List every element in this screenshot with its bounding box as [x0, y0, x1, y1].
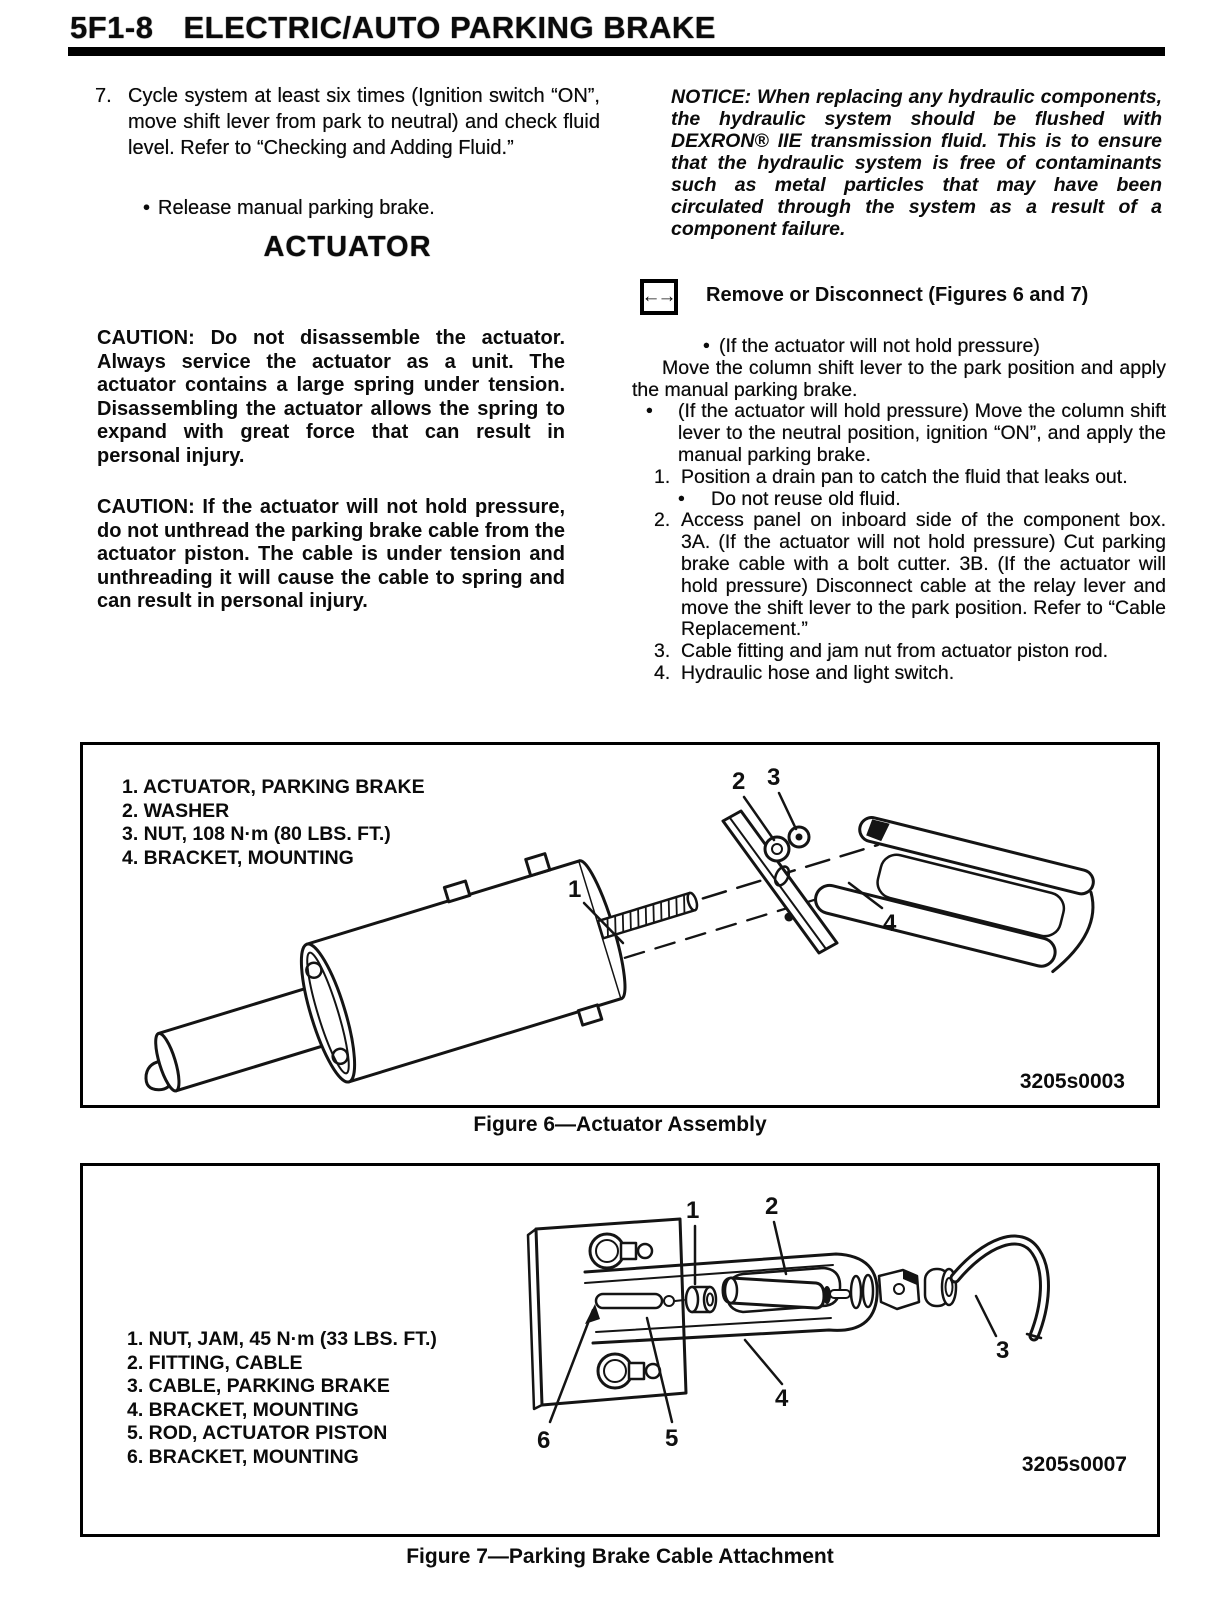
part-item: 5. ROD, ACTUATOR PISTON [127, 1422, 388, 1444]
header-rule [68, 47, 1165, 56]
part-item: 2. FITTING, CABLE [127, 1351, 303, 1374]
caution-disassembly: CAUTION: Do not disassemble the actuator. Always service the actuator as a unit. The actuator contains a large spring under tension. Disassembling the actuator allows the spring to expand with great force that can result in personal injury. [97, 327, 565, 467]
list-item [632, 467, 1166, 489]
step-number: 1. [654, 465, 671, 488]
figure7-caption: Figure 7—Parking Brake Cable Attachment [406, 1545, 834, 1568]
release-brake-note [143, 197, 435, 220]
figure7-box [80, 1163, 1160, 1537]
part-item: 1. ACTUATOR, PARKING BRAKE [122, 776, 425, 798]
washer [765, 837, 789, 861]
callout-2: 2 [765, 1193, 779, 1220]
figure6-caption: Figure 6—Actuator Assembly [473, 1113, 767, 1136]
step-text: Do not reuse old fluid. [711, 487, 901, 510]
piston-rod [596, 1294, 684, 1308]
mounting-bracket [812, 809, 1102, 978]
figure7-parts-list [127, 1328, 437, 1469]
callout-4: 4 [883, 910, 897, 937]
callout-3: 3 [996, 1337, 1010, 1364]
step-text: Position a drain pan to catch the fluid that leaks out. [681, 465, 1128, 488]
list-item [632, 510, 1166, 641]
part-item: 3. NUT, 108 N·m (80 LBS. FT.) [122, 823, 391, 845]
bullet-marker: • [703, 335, 710, 357]
page-title: ELECTRIC/AUTO PARKING BRAKE [183, 10, 716, 45]
step-7-number: 7. [95, 85, 112, 107]
bullet-marker: • [143, 197, 151, 219]
washer-stack [851, 1275, 873, 1308]
list-item [632, 663, 1166, 685]
release-brake-text: Release manual parking brake. [158, 197, 435, 219]
step-number: 3. [654, 640, 671, 663]
step-number: 4. [654, 661, 671, 684]
part-item: 4. BRACKET, MOUNTING [122, 846, 354, 869]
remove-disconnect-arrows-icon: ←→ [640, 279, 678, 315]
callout-1: 1 [686, 1197, 700, 1224]
nut [789, 827, 809, 847]
page-number: 5F1-8 [70, 10, 154, 45]
callout-6: 6 [537, 1427, 551, 1454]
step-text: Cable fitting and jam nut from actuator piston rod. [681, 640, 1109, 663]
part-item: 6. BRACKET, MOUNTING [127, 1445, 359, 1468]
flange-plate [723, 811, 837, 953]
callout-2: 2 [732, 768, 746, 795]
part-item: 2. WASHER [122, 799, 230, 822]
step-text: Access panel on inboard side of the component box. 3A. (If the actuator will not hold pressure) Cut parking brake cable with a bolt cutter. 3B. (If the actuator will hold pressure) Disconnect cable at the relay lever and move the shift lever to the park position. Refer to “Cable Replacement.” [681, 509, 1166, 641]
list-item: Move the column shift lever to the park position and apply the manual parking brake. [632, 356, 1166, 401]
remove-disconnect-label: Remove or Disconnect (Figures 6 and 7) [706, 284, 1089, 306]
list-item [632, 401, 1166, 466]
section-heading-actuator: ACTUATOR [263, 231, 432, 263]
step-text: (If the actuator will hold pressure) Move the column shift lever to the neutral position, ignition “ON”, and apply the manual parking brake. [678, 400, 1166, 466]
part-item: 4. BRACKET, MOUNTING [127, 1398, 359, 1421]
callout-4: 4 [775, 1385, 789, 1412]
part-item: 1. NUT, JAM, 45 N·m (33 LBS. FT.) [127, 1328, 437, 1350]
list-item [632, 336, 1166, 358]
leader-4 [745, 1340, 782, 1384]
callout-3: 3 [767, 764, 781, 791]
callout-1: 1 [568, 876, 582, 903]
leader-3 [976, 1296, 996, 1336]
notice-hydraulic-flush: NOTICE: When replacing any hydraulic components, the hydraulic system should be flushed with DEXRON® IIE transmission fluid. This is to ensure that the hydraulic system is free of contaminants such as metal particles that may have been circulated through the system as a result of a component failure. [671, 86, 1162, 240]
step-text: Hydraulic hose and light switch. [681, 661, 955, 684]
page-header [70, 10, 716, 46]
cable-connector [879, 1270, 919, 1309]
parking-brake-cable [955, 1240, 1044, 1338]
list-item [632, 489, 1166, 511]
callout-5: 5 [665, 1425, 679, 1452]
step-7 [95, 83, 600, 161]
caution-cable-tension: CAUTION: If the actuator will not hold pressure, do not unthread the parking brake cable from the actuator piston. The cable is under tension and unthreading it will cause the cable to spring and can result in personal injury. [97, 496, 565, 612]
figure7-code: 3205s0007 [1021, 1453, 1127, 1476]
figure6-parts-list [122, 776, 425, 870]
step-text: (If the actuator will not hold pressure) [719, 335, 1040, 357]
list-item [632, 641, 1166, 663]
figure6-box [80, 742, 1160, 1108]
leader-2 [774, 1222, 786, 1274]
step-7-text: Cycle system at least six times (Ignition switch “ON”, move shift lever from park to neutral) and check fluid level. Refer to “Checking and Adding Fluid.” [128, 85, 600, 159]
figure6-code: 3205s0003 [1019, 1070, 1125, 1093]
leader-3 [779, 793, 796, 829]
step-number: 2. [654, 509, 671, 532]
bullet-marker: • [646, 400, 653, 423]
part-item: 3. CABLE, PARKING BRAKE [127, 1375, 390, 1397]
bullet-marker: • [678, 487, 685, 510]
procedure-steps [632, 336, 1166, 685]
jam-nut [686, 1287, 716, 1312]
